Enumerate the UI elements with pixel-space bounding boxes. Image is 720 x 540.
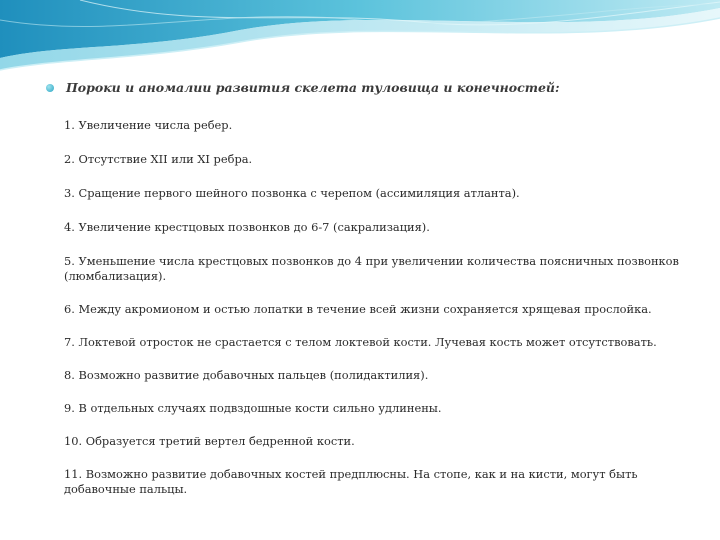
list-item: 2. Отсутствие XII или XI ребра. <box>64 152 253 166</box>
list-item: 1. Увеличение числа ребер. <box>64 118 233 132</box>
heading-text: Пороки и аномалии развития скелета туловища и конечностей: <box>66 80 560 95</box>
items-list <box>64 114 684 497</box>
list-item: 5. Уменьшение числа крестцовых позвонков до 4 при увеличении количества поясничных позвонков (люмбализация). <box>64 254 679 283</box>
list-item: 9. В отдельных случаях подвздошные кости сильно удлинены. <box>64 401 442 415</box>
list-item: 3. Сращение первого шейного позвонка с черепом (ассимиляция атланта). <box>64 186 520 200</box>
heading <box>46 80 696 95</box>
header-wave-decoration <box>0 0 720 80</box>
list-item: 6. Между акромионом и остью лопатки в течение всей жизни сохраняется хрящевая прослойка. <box>64 302 652 316</box>
list-item: 10. Образуется третий вертел бедренной кости. <box>64 434 355 448</box>
list-item: 4. Увеличение крестцовых позвонков до 6-7 (сакрализация). <box>64 220 430 234</box>
list-item: 11. Возможно развитие добавочных костей предплюсны. На стопе, как и на кисти, могут быть добавочные пальцы. <box>64 467 638 496</box>
bullet-icon <box>46 84 54 92</box>
list-item: 7. Локтевой отросток не срастается с телом локтевой кости. Лучевая кость может отсутствовать. <box>64 335 657 349</box>
list-item: 8. Возможно развитие добавочных пальцев (полидактилия). <box>64 368 429 382</box>
